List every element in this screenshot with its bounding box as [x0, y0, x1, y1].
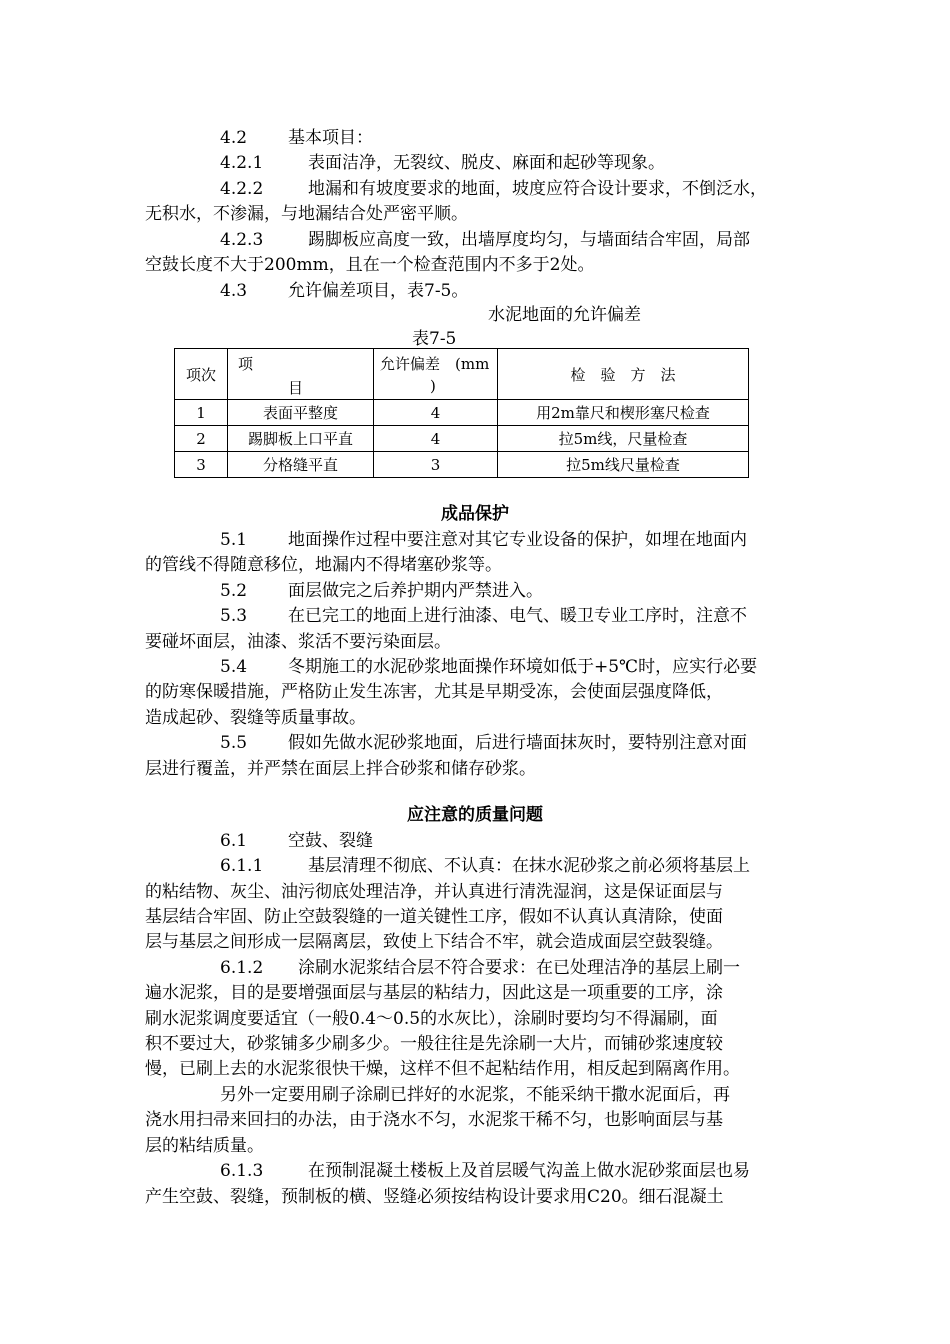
header-tolerance: 允许偏差 (mm ): [374, 349, 498, 400]
item-6-1-2-cont: 积不要过大，砂浆铺多少刷多少。一般往往是先涂刷一大片，而铺砂浆速度较: [145, 1034, 723, 1054]
paragraph-additional-cont: 层的粘结质量。: [145, 1136, 264, 1156]
header-item: 项 目: [228, 349, 374, 400]
item-5-5-cont: 层进行覆盖，并严禁在面层上拌合砂浆和储存砂浆。: [145, 759, 536, 779]
header-seq: 项次: [175, 349, 228, 400]
paragraph-additional: 另外一定要用刷子涂刷已拌好的水泥浆，不能采纳干撒水泥面后，再: [220, 1085, 730, 1105]
item-4-2-1: 4.2.1 表面洁净，无裂纹、脱皮、麻面和起砂等现象。: [220, 153, 665, 173]
item-5-1-cont: 的管线不得随意移位，地漏内不得堵塞砂浆等。: [145, 555, 502, 575]
item-6-1-2-cont: 刷水泥浆调度要适宜（一般0.4～0.5的水灰比），涂刷时要均匀不得漏刷，面: [145, 1009, 718, 1029]
item-5-3-cont: 要碰坏面层，油漆、浆活不要污染面层。: [145, 632, 451, 652]
item-4-2-2: 4.2.2 地漏和有坡度要求的地面，坡度应符合设计要求，不倒泛水，: [220, 179, 767, 199]
item-6-1: 6.1 空鼓、裂缝: [220, 831, 373, 851]
item-5-1: 5.1 地面操作过程中要注意对其它专业设备的保护，如埋在地面内: [220, 530, 747, 550]
table-row: 3 分格缝平直 3 拉5m线尺量检查: [175, 452, 749, 478]
paragraph-additional-cont: 浇水用扫帚来回扫的办法，由于浇水不匀，水泥浆干稀不匀，也影响面层与基: [145, 1110, 723, 1130]
item-5-4-cont: 的防寒保暖措施，严格防止发生冻害，尤其是早期受冻，会使面层强度降低，: [145, 682, 723, 702]
item-6-1-2: 6.1.2 涂刷水泥浆结合层不符合要求：在已处理洁净的基层上刷一: [220, 958, 740, 978]
table-header-row: [175, 349, 749, 400]
item-5-3: 5.3 在已完工的地面上进行油漆、电气、暖卫专业工序时，注意不: [220, 606, 747, 626]
section-heading-quality: 应注意的质量问题: [407, 805, 543, 825]
table-row: 2 踢脚板上口平直 4 拉5m线，尺量检查: [175, 426, 749, 452]
table-caption: 水泥地面的允许偏差: [488, 305, 641, 325]
item-5-5: 5.5 假如先做水泥砂浆地面，后进行墙面抹灰时，要特别注意对面: [220, 733, 747, 753]
item-4-3: 4.3 允许偏差项目，表7-5。: [220, 281, 469, 301]
item-5-4-cont: 造成起砂、裂缝等质量事故。: [145, 708, 366, 728]
section-heading-protection: 成品保护: [441, 504, 509, 524]
tolerance-table: [174, 348, 749, 478]
table-row: 1 表面平整度 4 用2m靠尺和楔形塞尺检查: [175, 400, 749, 426]
item-6-1-1: 6.1.1 基层清理不彻底、不认真：在抹水泥砂浆之前必须将基层上: [220, 856, 750, 876]
item-5-4: 5.4 冬期施工的水泥砂浆地面操作环境如低于+5℃时，应实行必要: [220, 657, 758, 677]
item-6-1-2-cont: 慢，已刷上去的水泥浆很快干燥，这样不但不起粘结作用，相反起到隔离作用。: [145, 1059, 740, 1079]
table-label: 表7-5: [412, 329, 457, 349]
section-4-2: 4.2 基本项目：: [220, 128, 373, 148]
item-6-1-3: 6.1.3 在预制混凝土楼板上及首层暖气沟盖上做水泥砂浆面层也易: [220, 1161, 750, 1181]
item-6-1-3-cont: 产生空鼓、裂缝，预制板的横、竖缝必须按结构设计要求用C20。细石混凝土: [145, 1187, 724, 1207]
item-6-1-1-cont: 的粘结物、灰尘、油污彻底处理洁净，并认真进行清洗湿润，这是保证面层与: [145, 882, 723, 902]
header-method: 检 验 方 法: [498, 349, 749, 400]
item-6-1-1-cont: 基层结合牢固、防止空鼓裂缝的一道关键性工序，假如不认真认真清除，使面: [145, 907, 723, 927]
item-5-2: 5.2 面层做完之后养护期内严禁进入。: [220, 581, 543, 601]
item-6-1-1-cont: 层与基层之间形成一层隔离层，致使上下结合不牢，就会造成面层空鼓裂缝。: [145, 932, 723, 952]
item-4-2-2-cont: 无积水，不渗漏，与地漏结合处严密平顺。: [145, 204, 468, 224]
item-6-1-2-cont: 遍水泥浆，目的是要增强面层与基层的粘结力，因此这是一项重要的工序，涂: [145, 983, 723, 1003]
item-4-2-3: 4.2.3 踢脚板应高度一致，出墙厚度均匀，与墙面结合牢固，局部: [220, 230, 750, 250]
item-4-2-3-cont: 空鼓长度不大于200mm，且在一个检查范围内不多于2处。: [145, 255, 595, 275]
